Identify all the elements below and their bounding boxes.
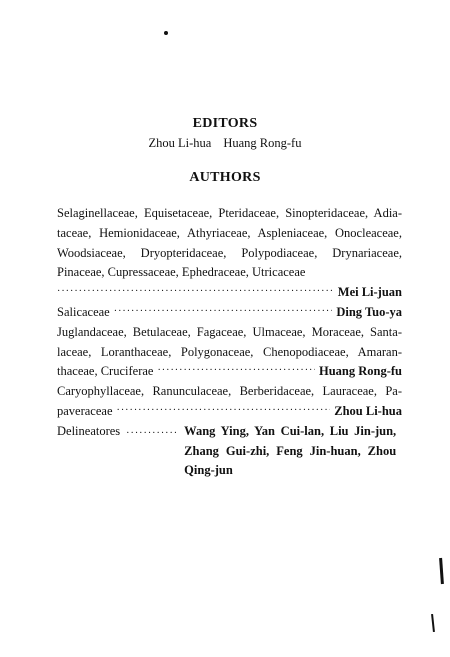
editors-heading: EDITORS — [192, 116, 258, 131]
leader-dots — [126, 424, 178, 444]
family-line: Woodsiaceae, Dryopteridaceae, Polypodiaceae, Drynariaceae, — [57, 245, 402, 260]
leader-dots — [57, 283, 334, 302]
author-entry — [57, 323, 402, 382]
family-line: laceae, Loranthaceae, Polygonaceae, Chenopodiaceae, Amaran- — [57, 344, 402, 359]
authors-heading: AUTHORS — [189, 170, 261, 185]
authors-list — [57, 204, 402, 481]
author-entry — [57, 303, 402, 323]
editor-name: Zhou Li-hua — [148, 136, 212, 150]
delineators-label: Delineatores — [57, 423, 121, 438]
attribution-row — [57, 283, 402, 303]
delineators-entry — [57, 422, 402, 481]
delineator-line: Qing-jun — [184, 463, 233, 478]
family-line: paveraceae — [57, 403, 113, 418]
delineator-line: Wang Ying, Yan Cui-lan, Liu Jin-jun, — [184, 423, 397, 438]
scan-speck — [164, 31, 168, 35]
editor-name: Huang Rong-fu — [223, 136, 302, 150]
family-line: taceae, Hemionidaceae, Athyriaceae, Aspleniaceae, Onocleaceae, — [57, 225, 402, 240]
attribution-row — [57, 402, 402, 422]
family-line: Caryophyllaceae, Ranunculaceae, Berberidaceae, Lauraceae, Pa- — [57, 384, 402, 399]
attribution-row — [57, 362, 402, 382]
family-line: Pinaceae, Cupressaceae, Ephedraceae, Utricaceae — [57, 265, 306, 280]
author-name: Zhou Li-hua — [334, 403, 402, 418]
family-line: Selaginellaceae, Equisetaceae, Pteridaceae, Sinopteridaceae, Adia- — [57, 206, 402, 220]
leader-dots — [114, 303, 333, 322]
family-line: Salicaceae — [57, 304, 110, 319]
family-line: thaceae, Cruciferae — [57, 364, 154, 379]
scan-mark — [431, 614, 435, 632]
author-name: Mei Li-juan — [337, 285, 402, 300]
attribution-row — [57, 303, 402, 323]
delineator-names — [184, 422, 396, 481]
leader-dots — [157, 362, 315, 381]
leader-dots — [117, 402, 331, 421]
scan-mark — [439, 558, 444, 584]
family-line: Juglandaceae, Betulaceae, Fagaceae, Ulmaceae, Moraceae, Santa- — [57, 324, 402, 339]
delineator-line: Zhang Gui-zhi, Feng Jin-huan, Zhou — [184, 443, 397, 458]
author-name: Huang Rong-fu — [318, 364, 402, 379]
author-entry — [57, 204, 402, 303]
author-entry — [57, 382, 402, 422]
author-name: Ding Tuo-ya — [336, 304, 402, 319]
editors-names — [0, 136, 450, 151]
